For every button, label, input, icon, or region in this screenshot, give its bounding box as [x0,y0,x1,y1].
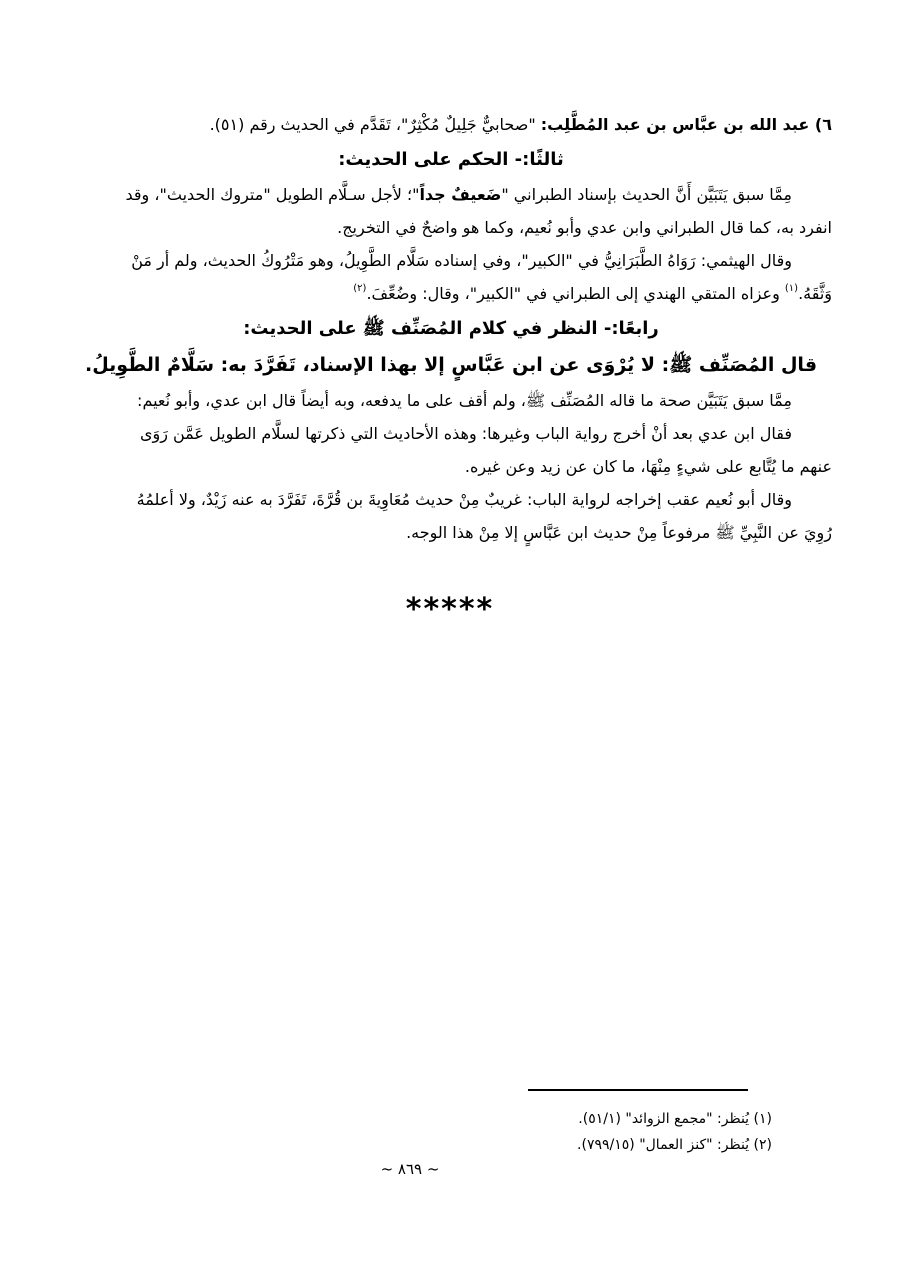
footnote-1: (١) يُنظر: "مجمع الزوائد" (٥١/١). [578,1111,772,1127]
section-separator-stars: ***** [405,592,495,627]
text-span: وَثَّقَهُ. [798,284,832,303]
paragraph-5-line-1: وقال أبو نُعيم عقب إخراجه لرواية الباب: غريبٌ مِنْ حديث مُعَاوِيةَ بن قُرَّةَ، تَفَرَّدَ به عنه زَيْدٌ، ولا أعلمُهُ [136,490,792,509]
narrator-item-6 [70,108,832,141]
footnote-separator [528,1089,748,1091]
narrator-name: ٦) عبد الله بن عبَّاس بن عبد المُطَّلِب: [540,115,832,134]
text-span: وعزاه المتقي الهندي إلى الطبراني في "الكبير"، وقال: وضُعِّفَ. [366,284,785,303]
paragraph-2-line-2 [70,277,832,310]
page-body [70,108,832,549]
narrator-grade: "صحابيٌّ جَلِيلٌ مُكْثِرٌ"، تَقَدَّم في الحديث رقم (٥١). [209,115,541,134]
footnote-2: (٢) يُنظر: "كنز العمال" (٧٩٩/١٥). [577,1137,772,1153]
section-heading-3: ثالثًا:- الحكم على الحديث: [338,149,564,170]
text-span: "؛ لأجل سـلَّام الطويل "متروك الحديث"، وقد [125,185,420,204]
section-heading-4: رابعًا:- النظر في كلام المُصَنِّف ﷺ على الحديث: [243,318,659,339]
paragraph-4-line-2: عنهم ما يُتَّابع على شيءٍ مِنْهَا، ما كان عن زيد وعن غيره. [464,457,832,476]
paragraph-1-line-2: انفرد به، كما قال الطبراني وابن عدي وأبو نُعيم، وكما هو واضحٌ في التخريج. [337,218,832,237]
footnotes [400,1106,772,1158]
paragraph-4-line-1: فقال ابن عدي بعد أنْ أخرج رواية الباب وغيرها: وهذه الأحاديث التي ذكرتها لسلَّام الطويل عَمَّن رَوَى [139,424,792,443]
page-number: ~ ٨٦٩ ~ [380,1160,440,1178]
text-span: مِمَّا سبق يَتَبَيَّن أَنَّ الحديث بإسناد الطبراني " [501,185,792,204]
paragraph-2-line-1: وقال الهيثمي: رَوَاهُ الطَّبَرَانِيُّ في "الكبير"، وفي إسناده سَلَّام الطَّوِيلُ، وهو مَتْرُوكُ الحديث، ولم أر مَنْ [131,251,792,270]
paragraph-5-line-2: رُوِيَ عن النَّبِيِّ ﷺ مرفوعاً مِنْ حديث ابن عَبَّاسٍ إلا مِنْ هذا الوجه. [406,523,832,542]
grade-highlight: ضَعيفٌ جداً [419,185,502,204]
footnote-ref-1[interactable]: (١) [784,283,799,294]
author-quote: قال المُصَنِّف ﷺ: لا يُرْوَى عن ابن عَبَّاسٍ إلا بهذا الإسناد، تَفَرَّدَ به: سَلَّامٌ الطَّوِيلُ. [84,354,818,376]
footnote-ref-2[interactable]: (٢) [353,283,367,294]
paragraph-3-line-1: مِمَّا سبق يَتَبَيَّن صحة ما قاله المُصَنِّف ﷺ، ولم أقف على ما يدفعه، وبه أيضاً قال ابن عدي، وأبو نُعيم: [137,391,792,410]
paragraph-1-line-1 [70,178,832,211]
